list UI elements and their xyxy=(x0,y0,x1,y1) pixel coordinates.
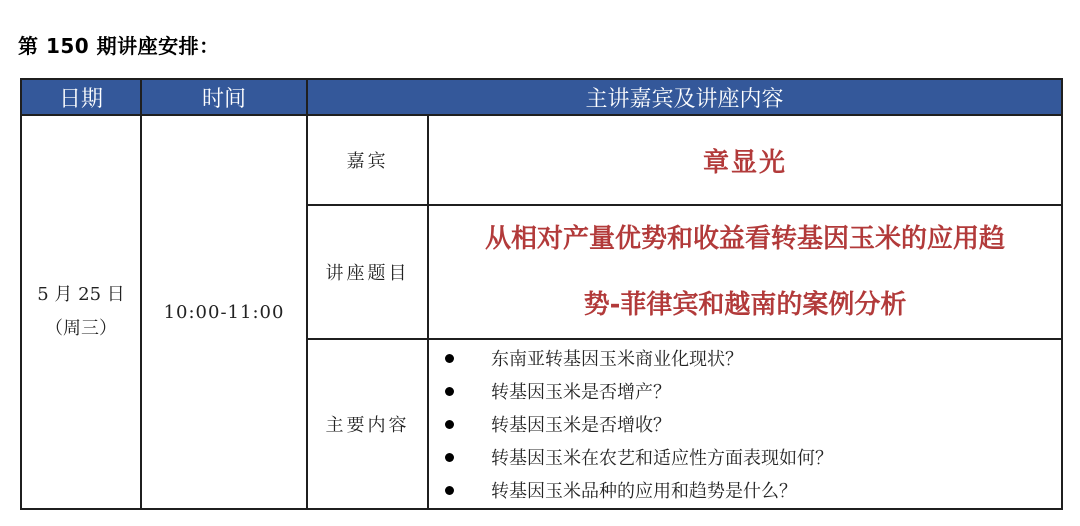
point-text: 转基因玉米在农艺和适应性方面表现如何？ xyxy=(491,448,833,469)
topic-title-line2: 势-菲律宾和越南的案例分析 xyxy=(583,290,907,320)
time-cell: 10:00-11:00 xyxy=(141,115,307,509)
list-item xyxy=(429,441,1061,474)
topic-label: 讲座题目 xyxy=(307,205,428,339)
topic-title-line1: 从相对产量优势和收益看转基因玉米的应用趋 xyxy=(485,224,1006,254)
speaker-label: 嘉宾 xyxy=(307,115,428,205)
table-header-row xyxy=(21,79,1062,115)
point-text: 转基因玉米品种的应用和趋势是什么？ xyxy=(491,481,797,502)
list-item xyxy=(429,375,1061,408)
point-text: 转基因玉米是否增产？ xyxy=(491,382,671,403)
header-date: 日期 xyxy=(21,79,141,115)
bullet-icon xyxy=(445,354,454,363)
list-item xyxy=(429,408,1061,441)
page-heading: 第 150 期讲座安排： xyxy=(18,34,220,58)
point-text: 东南亚转基因玉米商业化现状？ xyxy=(491,349,743,370)
content-label: 主要内容 xyxy=(307,339,428,509)
bullet-icon xyxy=(445,486,454,495)
table-row xyxy=(21,115,1062,205)
content-points-list xyxy=(429,342,1061,507)
date-cell xyxy=(21,115,141,509)
header-time: 时间 xyxy=(141,79,307,115)
bullet-icon xyxy=(445,387,454,396)
speaker-name: 章显光 xyxy=(428,115,1062,205)
point-text: 转基因玉米是否增收？ xyxy=(491,415,671,436)
date-value: 5 月 25 日 xyxy=(37,284,125,305)
list-item xyxy=(429,342,1061,375)
content-points-cell xyxy=(428,339,1062,509)
header-content: 主讲嘉宾及讲座内容 xyxy=(307,79,1062,115)
weekday-value: （周三） xyxy=(45,318,117,339)
lecture-schedule-table xyxy=(20,78,1063,510)
bullet-icon xyxy=(445,420,454,429)
topic-title xyxy=(428,205,1062,339)
list-item xyxy=(429,474,1061,507)
bullet-icon xyxy=(445,453,454,462)
